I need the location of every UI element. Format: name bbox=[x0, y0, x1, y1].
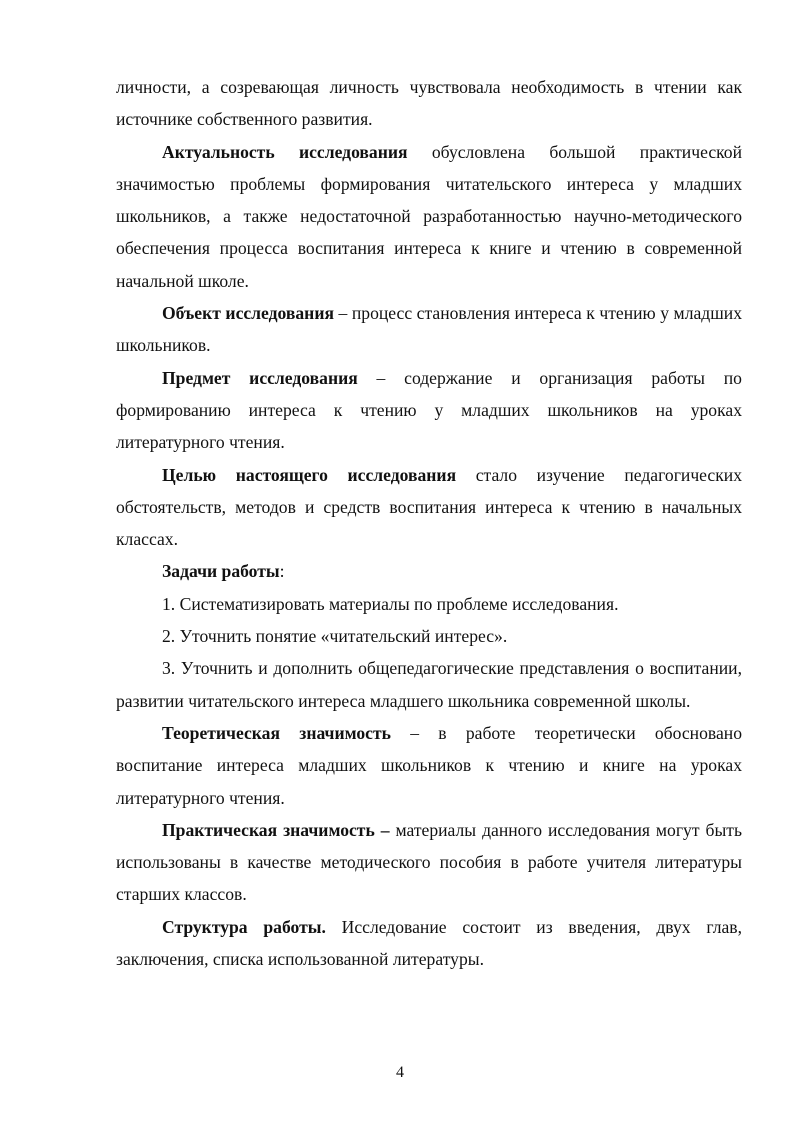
paragraph-practical bbox=[116, 814, 742, 911]
document-page bbox=[116, 71, 742, 975]
goal-text: стало изучение педагогических обстоятельств, методов и средств воспитания интереса к чтению в начальных классах. bbox=[116, 464, 742, 550]
subject-term: Предмет исследования bbox=[162, 367, 358, 388]
paragraph-goal bbox=[116, 459, 742, 556]
practical-text: материалы данного исследования могут быть использованы в качестве методического пособия в работе учителя литературы старших классов. bbox=[116, 819, 742, 905]
paragraph-object bbox=[116, 297, 742, 362]
structure-term: Структура работы. bbox=[162, 916, 326, 937]
tasks-heading-colon: : bbox=[279, 561, 285, 582]
task-item-3: 3. Уточнить и дополнить общепедагогические представления о воспитании, развитии читательского интереса младшего школьника современной школы. bbox=[116, 658, 742, 711]
theoretical-text: – в работе теоретически обосновано воспитание интереса младших школьников к чтению и книге на уроках литературного чтения. bbox=[116, 722, 742, 808]
paragraph-intro-continuation: личности, а созревающая личность чувствовала необходимость в чтении как источнике собственного развития. bbox=[116, 77, 742, 130]
task-item-1: 1. Систематизировать материалы по проблеме исследования. bbox=[162, 593, 619, 614]
tasks-heading-term: Задачи работы bbox=[162, 561, 280, 582]
object-text: – процесс становления интереса к чтению у младших школьников. bbox=[116, 303, 742, 356]
theoretical-term: Теоретическая значимость bbox=[162, 722, 391, 743]
paragraph-subject bbox=[116, 362, 742, 459]
paragraph-structure bbox=[116, 911, 742, 976]
paragraph-relevance bbox=[116, 136, 742, 297]
page-number: 4 bbox=[396, 1064, 404, 1081]
practical-term: Практическая значимость – bbox=[162, 819, 390, 840]
task-item-2: 2. Уточнить понятие «читательский интерес». bbox=[162, 626, 508, 647]
object-term: Объект исследования bbox=[162, 303, 334, 324]
subject-text: – содержание и организация работы по формированию интереса к чтению у младших школьников на уроках литературного чтения. bbox=[116, 367, 742, 453]
tasks-heading bbox=[116, 555, 742, 587]
relevance-term: Актуальность исследования bbox=[162, 141, 408, 162]
paragraph-theoretical bbox=[116, 717, 742, 814]
relevance-text: обусловлена большой практической значимостью проблемы формирования читательского интереса у младших школьников, а также недостаточной разработанностью научно-методического обеспечения процесса воспитания интереса к книге и чтению в современной начальной школе. bbox=[116, 141, 742, 291]
goal-term: Целью настоящего исследования bbox=[162, 464, 457, 485]
structure-text: Исследование состоит из введения, двух глав, заключения, списка использованной литературы. bbox=[116, 916, 742, 970]
